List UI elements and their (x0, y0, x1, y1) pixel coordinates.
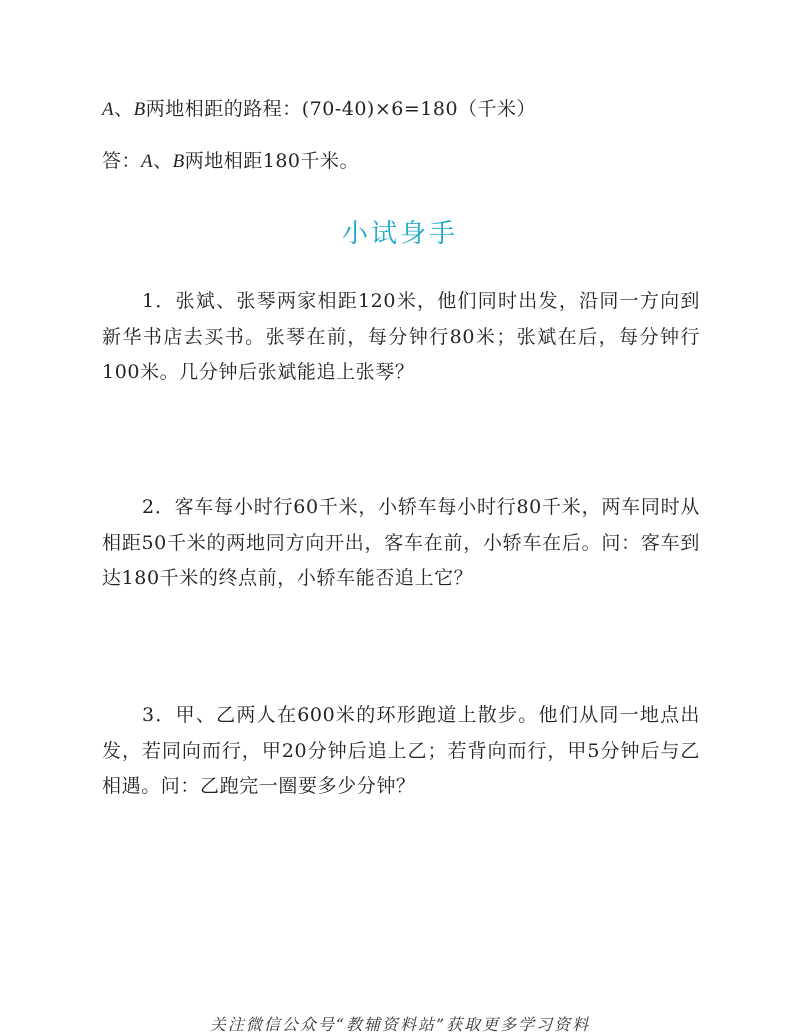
problem-number: 1． (142, 290, 176, 312)
problem-text: 张斌、张琴两家相距120米，他们同时出发，沿同一方向到新华书店去买书。张琴在前，每分钟行80米；张斌在后，每分钟行100米。几分钟后张斌能追上张琴？ (102, 290, 700, 383)
point-a-label: A (141, 151, 154, 172)
point-a-label: A (102, 99, 115, 120)
problem-number: 3． (142, 704, 176, 726)
point-b-label: B (172, 151, 185, 172)
answer-text: 两地相距180千米。 (184, 150, 360, 172)
footer-note: 关注微信公众号“教辅资料站”获取更多学习资料 (209, 1015, 591, 1034)
problem-text: 客车每小时行60千米，小轿车每小时行80千米，两车同时从相距50千米的两地同方向开出，客车在前，小轿车在后。问：客车到达180千米的终点前，小轿车能否追上它？ (102, 496, 701, 589)
problem-text: 甲、乙两人在600米的环形跑道上散步。他们从同一地点出发，若同向而行，甲20分钟后追上乙；若背向而行，甲5分钟后与乙相遇。问：乙跑完一圈要多少分钟？ (102, 704, 700, 797)
distance-calculation: 两地相距的路程：(70-40)×6=180（千米） (145, 98, 537, 120)
separator: 、 (114, 98, 134, 120)
separator: 、 (153, 150, 173, 172)
answer-prefix: 答： (102, 150, 142, 172)
problem-3 (102, 698, 700, 805)
problem-2 (102, 490, 700, 597)
problem-1 (102, 284, 700, 391)
problem-number: 2． (142, 496, 175, 518)
point-b-label: B (133, 99, 146, 120)
section-title: 小试身手 (341, 219, 458, 249)
solution-answer-line (102, 147, 359, 176)
solution-distance-line (102, 95, 536, 124)
